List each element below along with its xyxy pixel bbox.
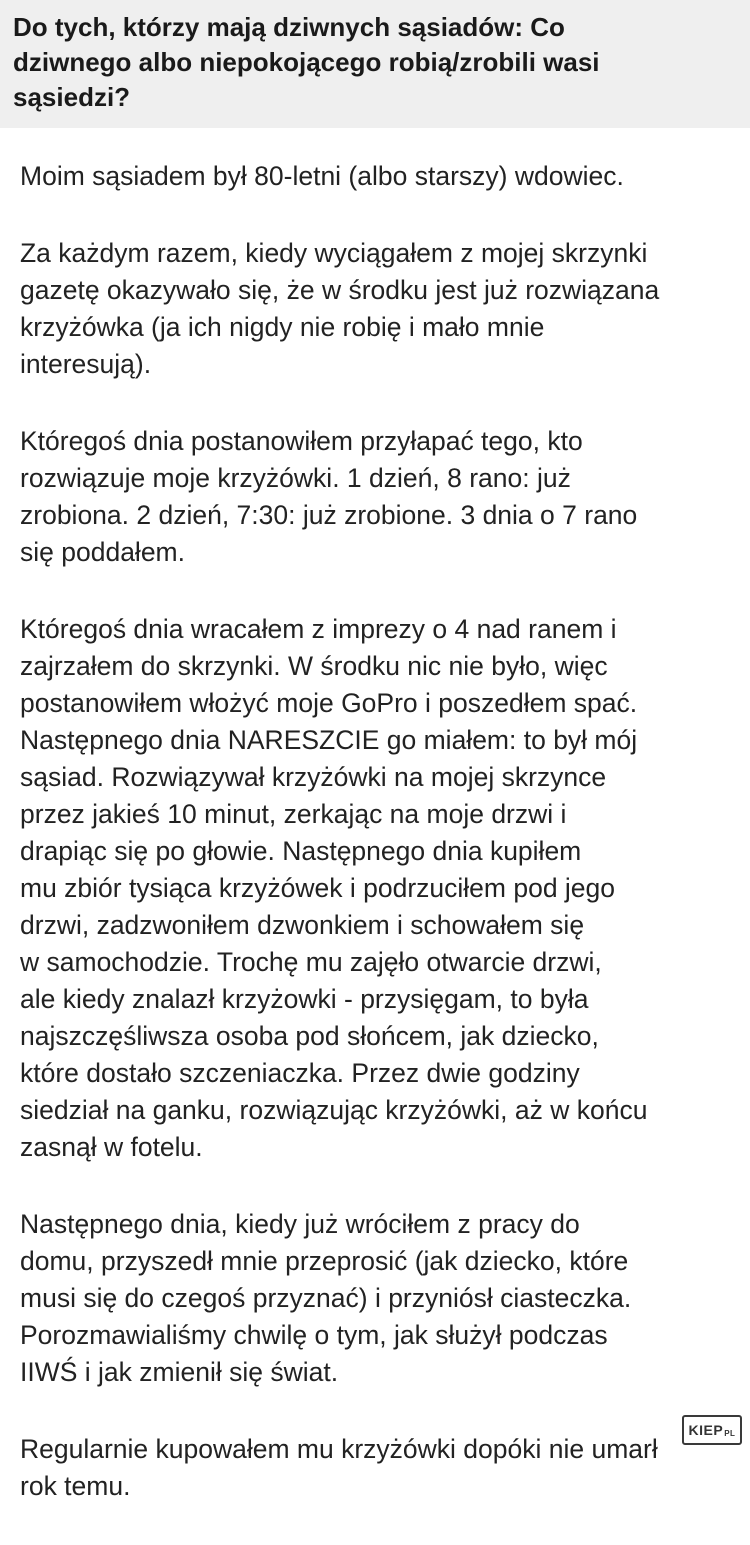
text-line: rok temu. [20, 1471, 131, 1501]
text-line: Następnego dnia, kiedy już wróciłem z pracy do [20, 1209, 580, 1239]
text-line: Moim sąsiadem był 80-letni (albo starszy) wdowiec. [20, 161, 624, 191]
paragraph [20, 1206, 736, 1391]
paragraph [20, 423, 736, 571]
text-line: domu, przyszedł mnie przeprosić (jak dziecko, które [20, 1246, 629, 1276]
text-line: przez jakieś 10 minut, zerkając na moje drzwi i [20, 799, 567, 829]
text-line: Porozmawialiśmy chwilę o tym, jak służył podczas [20, 1320, 608, 1350]
text-line: zrobiona. 2 dzień, 7:30: już zrobione. 3 dnia o 7 rano [20, 500, 638, 530]
watermark-suffix: PL [724, 1428, 736, 1438]
header-bar [0, 0, 750, 128]
text-line: gazetę okazywało się, że w środku jest już rozwiązana [20, 275, 660, 305]
text-line: interesują). [20, 349, 152, 379]
text-line: postanowiłem włożyć moje GoPro i poszedłem spać. [20, 688, 638, 718]
text-line: zajrzałem do skrzynki. W środku nic nie było, więc [20, 651, 608, 681]
story-body [20, 158, 736, 1545]
text-line: ale kiedy znalazł krzyżowki - przysięgam, to była [20, 984, 589, 1014]
text-line: Któregoś dnia wracałem z imprezy o 4 nad ranem i [20, 614, 617, 644]
text-line: Któregoś dnia postanowiłem przyłapać tego, kto [20, 426, 583, 456]
paragraph [20, 611, 736, 1166]
title-line: sąsiedzi? [13, 82, 131, 112]
text-line: krzyżówka (ja ich nigdy nie robię i mało mnie [20, 312, 545, 342]
paragraph [20, 158, 736, 195]
text-line: się poddałem. [20, 537, 185, 567]
text-line: Regularnie kupowałem mu krzyżówki dopóki nie umarł [20, 1434, 658, 1464]
title-line: dziwnego albo niepokojącego robią/zrobili wasi [13, 47, 600, 77]
kiep-logo-watermark [682, 1415, 742, 1445]
text-line: siedział na ganku, rozwiązując krzyżówki, aż w końcu [20, 1095, 648, 1125]
text-line: Za każdym razem, kiedy wyciągałem z mojej skrzynki [20, 238, 648, 268]
text-line: które dostało szczeniaczka. Przez dwie godziny [20, 1058, 580, 1088]
watermark-text: KIEP [688, 1422, 724, 1438]
text-line: drapiąc się po głowie. Następnego dnia kupiłem [20, 836, 582, 866]
text-line: najszczęśliwsza osoba pod słońcem, jak dziecko, [20, 1021, 599, 1051]
title-line: Do tych, którzy mają dziwnych sąsiadów: Co [13, 12, 565, 42]
page-title [13, 10, 733, 115]
text-line: IIWŚ i jak zmienił się świat. [20, 1357, 339, 1387]
text-line: sąsiad. Rozwiązywał krzyżówki na mojej skrzynce [20, 762, 607, 792]
text-line: rozwiązuje moje krzyżówki. 1 dzień, 8 rano: już [20, 463, 571, 493]
text-line: mu zbiór tysiąca krzyżówek i podrzuciłem pod jego [20, 873, 616, 903]
text-line: zasnął w fotelu. [20, 1132, 203, 1162]
text-line: w samochodzie. Trochę mu zajęło otwarcie drzwi, [20, 947, 602, 977]
text-line: drzwi, zadzwoniłem dzwonkiem i schowałem się [20, 910, 585, 940]
text-line: musi się do czegoś przyznać) i przyniósł ciasteczka. [20, 1283, 632, 1313]
paragraph [20, 235, 736, 383]
text-line: Następnego dnia NARESZCIE go miałem: to był mój [20, 725, 638, 755]
